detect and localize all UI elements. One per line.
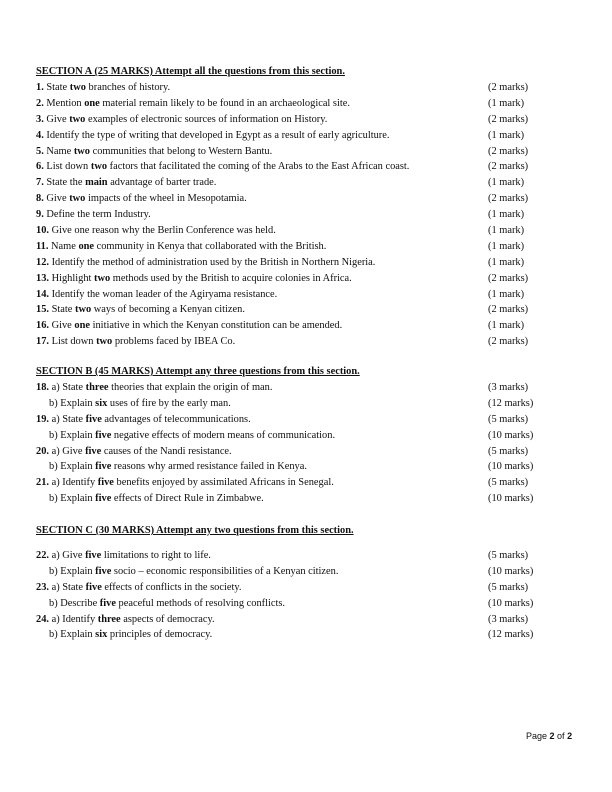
emphasis-text: 22.	[36, 550, 49, 561]
text-segment: a) State	[49, 581, 86, 593]
section-heading: SECTION C (30 MARKS) Attempt any two questions from this section.	[36, 525, 354, 536]
text-segment: effects of Direct Rule in Zimbabwe.	[111, 493, 264, 505]
text-segment: b) Explain	[49, 397, 96, 409]
question-row	[36, 412, 582, 428]
emphasis-text: 19.	[36, 413, 49, 425]
text-segment: List down	[49, 336, 97, 348]
text-segment: b) Explain	[49, 461, 96, 473]
emphasis-text: five	[85, 413, 102, 425]
text-segment: communities that belong to Western Bantu.	[89, 145, 273, 157]
section-c	[36, 523, 582, 643]
emphasis-text: 14.	[36, 288, 49, 300]
question-row	[36, 175, 582, 191]
question-row	[36, 334, 582, 350]
text-segment: advantages of telecommunications.	[101, 413, 251, 425]
section-heading: SECTION B (45 MARKS) Attempt any three questions from this section.	[36, 366, 360, 377]
question-text	[36, 548, 211, 564]
marks-allocation: (10 marks)	[488, 565, 534, 577]
emphasis-text: 3.	[36, 113, 44, 125]
text-segment: aspects of democracy.	[120, 613, 215, 625]
question-row	[36, 128, 582, 144]
marks-allocation: (12 marks)	[488, 397, 534, 409]
question-row	[36, 444, 582, 460]
question-text	[36, 239, 326, 255]
emphasis-text: five	[95, 565, 112, 577]
text-segment: List down	[43, 161, 91, 173]
marks-allocation: (10 marks)	[488, 493, 534, 505]
question-row	[36, 380, 582, 396]
question-text	[36, 412, 251, 428]
question-text	[36, 444, 232, 460]
question-row	[36, 475, 582, 491]
question-row	[36, 80, 582, 96]
marks-allocation: (1 mark)	[488, 129, 525, 141]
marks-allocation: (10 marks)	[488, 429, 534, 441]
question-text	[49, 428, 335, 444]
text-segment: examples of electronic sources of information on History.	[85, 113, 328, 125]
text-segment: principles of democracy.	[107, 629, 213, 641]
emphasis-text: 5.	[36, 145, 44, 157]
emphasis-text: 13.	[36, 272, 49, 284]
emphasis-text: two	[69, 82, 86, 93]
emphasis-text: five	[85, 581, 102, 593]
section-heading: SECTION A (25 MARKS) Attempt all the questions from this section.	[36, 66, 345, 77]
marks-allocation: (2 marks)	[488, 145, 529, 157]
text-segment: State	[43, 82, 70, 93]
question-row	[36, 596, 582, 612]
question-text	[36, 612, 215, 628]
question-text	[36, 287, 277, 303]
marks-allocation: (1 mark)	[488, 256, 525, 268]
question-text	[49, 491, 264, 507]
marks-allocation: (12 marks)	[488, 629, 534, 641]
section-a	[36, 64, 582, 350]
text-segment: Name	[48, 240, 79, 252]
emphasis-text: 7.	[36, 177, 44, 189]
emphasis-text: 12.	[36, 256, 49, 268]
question-row	[36, 271, 582, 287]
marks-allocation: (1 mark)	[488, 288, 525, 300]
marks-allocation: (2 marks)	[488, 82, 529, 93]
marks-allocation: (5 marks)	[488, 413, 529, 425]
emphasis-text: 9.	[36, 209, 44, 221]
text-segment: Define the term Industry.	[43, 209, 151, 221]
text-segment: a) Identify	[49, 613, 98, 625]
text-segment: Give one reason why the Berlin Conference was held.	[49, 225, 276, 237]
emphasis-text: two	[96, 336, 113, 348]
question-text	[36, 112, 327, 128]
text-segment: a) State	[49, 382, 86, 393]
marks-allocation: (5 marks)	[488, 550, 529, 561]
emphasis-text: two	[94, 272, 111, 284]
emphasis-text: one	[78, 240, 95, 252]
text-segment: a) Give	[49, 445, 86, 457]
question-text	[36, 380, 272, 396]
text-segment: limitations to right to life.	[101, 550, 211, 561]
question-row	[36, 96, 582, 112]
marks-allocation: (2 marks)	[488, 336, 529, 348]
marks-allocation: (2 marks)	[488, 113, 529, 125]
text-segment: b) Explain	[49, 629, 96, 641]
text-segment: negative effects of modern means of communication.	[111, 429, 336, 441]
question-text	[36, 128, 389, 144]
text-segment: Identify the method of administration used by the British in Northern Nigeria.	[49, 256, 376, 268]
emphasis-text: 21.	[36, 477, 49, 489]
question-text	[36, 191, 247, 207]
text-segment: factors that facilitated the coming of the Arabs to the East African coast.	[107, 161, 410, 173]
total-pages: 2	[567, 731, 573, 741]
text-segment: Give	[43, 193, 70, 205]
emphasis-text: one	[84, 97, 100, 109]
question-row	[36, 302, 582, 318]
emphasis-text: 23.	[36, 581, 49, 593]
emphasis-text: three	[85, 382, 109, 393]
text-segment: theories that explain the origin of man.	[108, 382, 273, 393]
question-row	[36, 548, 582, 564]
marks-allocation: (1 mark)	[488, 209, 525, 221]
marks-allocation: (5 marks)	[488, 477, 529, 489]
emphasis-text: two	[90, 161, 108, 173]
emphasis-text: 8.	[36, 193, 44, 205]
text-segment: ways of becoming a Kenyan citizen.	[91, 304, 245, 316]
emphasis-text: 1.	[36, 82, 44, 93]
text-segment: uses of fire by the early man.	[107, 397, 231, 409]
text-segment: material remain likely to be found in an archaeological site.	[99, 97, 350, 109]
question-row	[36, 239, 582, 255]
emphasis-text: two	[73, 145, 90, 157]
emphasis-text: two	[74, 304, 92, 316]
text-segment: advantage of barter trade.	[107, 177, 217, 189]
question-row	[36, 459, 582, 475]
page-prefix: Page	[526, 731, 550, 741]
text-segment: b) Explain	[49, 565, 96, 577]
page-number	[526, 731, 572, 741]
marks-allocation: (1 mark)	[488, 225, 525, 237]
text-segment: Mention	[43, 97, 85, 109]
text-segment: causes of the Nandi resistance.	[101, 445, 232, 457]
text-segment: a) Identify	[49, 477, 98, 489]
text-segment: benefits enjoyed by assimilated Africans in Senegal.	[113, 477, 334, 489]
question-text	[36, 271, 352, 287]
emphasis-text: five	[95, 461, 112, 473]
emphasis-text: 20.	[36, 445, 49, 457]
marks-allocation: (1 mark)	[488, 177, 525, 189]
text-segment: State the	[43, 177, 86, 189]
emphasis-text: 17.	[36, 336, 49, 348]
text-segment: methods used by the British to acquire colonies in Africa.	[110, 272, 352, 284]
emphasis-text: five	[99, 597, 116, 609]
question-text	[36, 318, 342, 334]
emphasis-text: main	[85, 177, 108, 189]
text-segment: peaceful methods of resolving conflicts.	[115, 597, 286, 609]
emphasis-text: 6.	[36, 161, 44, 173]
section-b	[36, 364, 582, 507]
question-row	[36, 287, 582, 303]
text-segment: State	[49, 304, 75, 316]
question-row	[36, 564, 582, 580]
text-segment: problems faced by IBEA Co.	[112, 336, 236, 348]
text-segment: b) Explain	[49, 493, 96, 505]
emphasis-text: two	[69, 193, 86, 205]
emphasis-text: six	[95, 397, 108, 409]
marks-allocation: (2 marks)	[488, 161, 529, 173]
question-text	[49, 596, 285, 612]
question-text	[36, 207, 151, 223]
question-row	[36, 112, 582, 128]
text-segment: initiative in which the Kenyan constitution can be amended.	[90, 320, 343, 332]
question-row	[36, 491, 582, 507]
emphasis-text: 4.	[36, 129, 44, 141]
current-page: 2	[549, 731, 555, 741]
text-segment: a) State	[49, 413, 86, 425]
emphasis-text: five	[85, 550, 102, 561]
text-segment: a) Give	[49, 550, 86, 561]
text-segment: Identify the type of writing that developed in Egypt as a result of early agriculture.	[43, 129, 390, 141]
emphasis-text: five	[97, 477, 114, 489]
text-segment: b) Explain	[49, 429, 96, 441]
question-text	[36, 80, 170, 96]
question-text	[36, 334, 235, 350]
question-row	[36, 428, 582, 444]
marks-allocation: (1 mark)	[488, 320, 525, 332]
emphasis-text: one	[74, 320, 90, 332]
marks-allocation: (1 mark)	[488, 97, 525, 109]
marks-allocation: (2 marks)	[488, 193, 529, 205]
emphasis-text: 2.	[36, 97, 44, 109]
marks-allocation: (3 marks)	[488, 613, 529, 625]
question-text	[36, 223, 276, 239]
question-text	[36, 475, 334, 491]
question-row	[36, 612, 582, 628]
emphasis-text: 24.	[36, 613, 49, 625]
emphasis-text: 15.	[36, 304, 49, 316]
question-row	[36, 580, 582, 596]
question-text	[36, 175, 216, 191]
marks-allocation: (2 marks)	[488, 304, 529, 316]
marks-allocation: (3 marks)	[488, 382, 529, 393]
question-text	[36, 302, 245, 318]
question-text	[49, 459, 307, 475]
text-segment: effects of conflicts in the society.	[101, 581, 242, 593]
question-row	[36, 627, 582, 643]
text-segment: Highlight	[49, 272, 95, 284]
page-of: of	[554, 731, 568, 741]
text-segment: Give	[49, 320, 75, 332]
question-text	[36, 144, 272, 160]
emphasis-text: five	[95, 429, 112, 441]
emphasis-text: 10.	[36, 225, 49, 237]
question-text	[36, 159, 409, 175]
question-text	[36, 255, 375, 271]
emphasis-text: 18.	[36, 382, 49, 393]
question-row	[36, 144, 582, 160]
question-row	[36, 318, 582, 334]
text-segment: impacts of the wheel in Mesopotamia.	[85, 193, 247, 205]
emphasis-text: six	[95, 629, 108, 641]
marks-allocation: (10 marks)	[488, 597, 534, 609]
emphasis-text: 16.	[36, 320, 49, 332]
question-row	[36, 159, 582, 175]
question-text	[49, 564, 338, 580]
emphasis-text: two	[69, 113, 86, 125]
text-segment: community in Kenya that collaborated with the British.	[94, 240, 327, 252]
marks-allocation: (5 marks)	[488, 581, 529, 593]
text-segment: Give	[43, 113, 70, 125]
emphasis-text: five	[85, 445, 102, 457]
emphasis-text: 11.	[36, 240, 49, 252]
marks-allocation: (5 marks)	[488, 445, 529, 457]
text-segment: Name	[43, 145, 74, 157]
marks-allocation: (10 marks)	[488, 461, 534, 473]
marks-allocation: (2 marks)	[488, 272, 529, 284]
question-text	[36, 96, 350, 112]
question-text	[36, 580, 241, 596]
question-row	[36, 396, 582, 412]
question-row	[36, 207, 582, 223]
emphasis-text: five	[95, 493, 112, 505]
marks-allocation: (1 mark)	[488, 240, 525, 252]
question-text	[49, 627, 212, 643]
text-segment: reasons why armed resistance failed in Kenya.	[111, 461, 307, 473]
text-segment: Identify the woman leader of the Agiryama resistance.	[49, 288, 278, 300]
text-segment: socio – economic responsibilities of a Kenyan citizen.	[111, 565, 339, 577]
question-text	[49, 396, 231, 412]
text-segment: b) Describe	[49, 597, 100, 609]
question-row	[36, 191, 582, 207]
emphasis-text: three	[97, 613, 121, 625]
question-row	[36, 255, 582, 271]
question-row	[36, 223, 582, 239]
text-segment: branches of history.	[85, 82, 171, 93]
